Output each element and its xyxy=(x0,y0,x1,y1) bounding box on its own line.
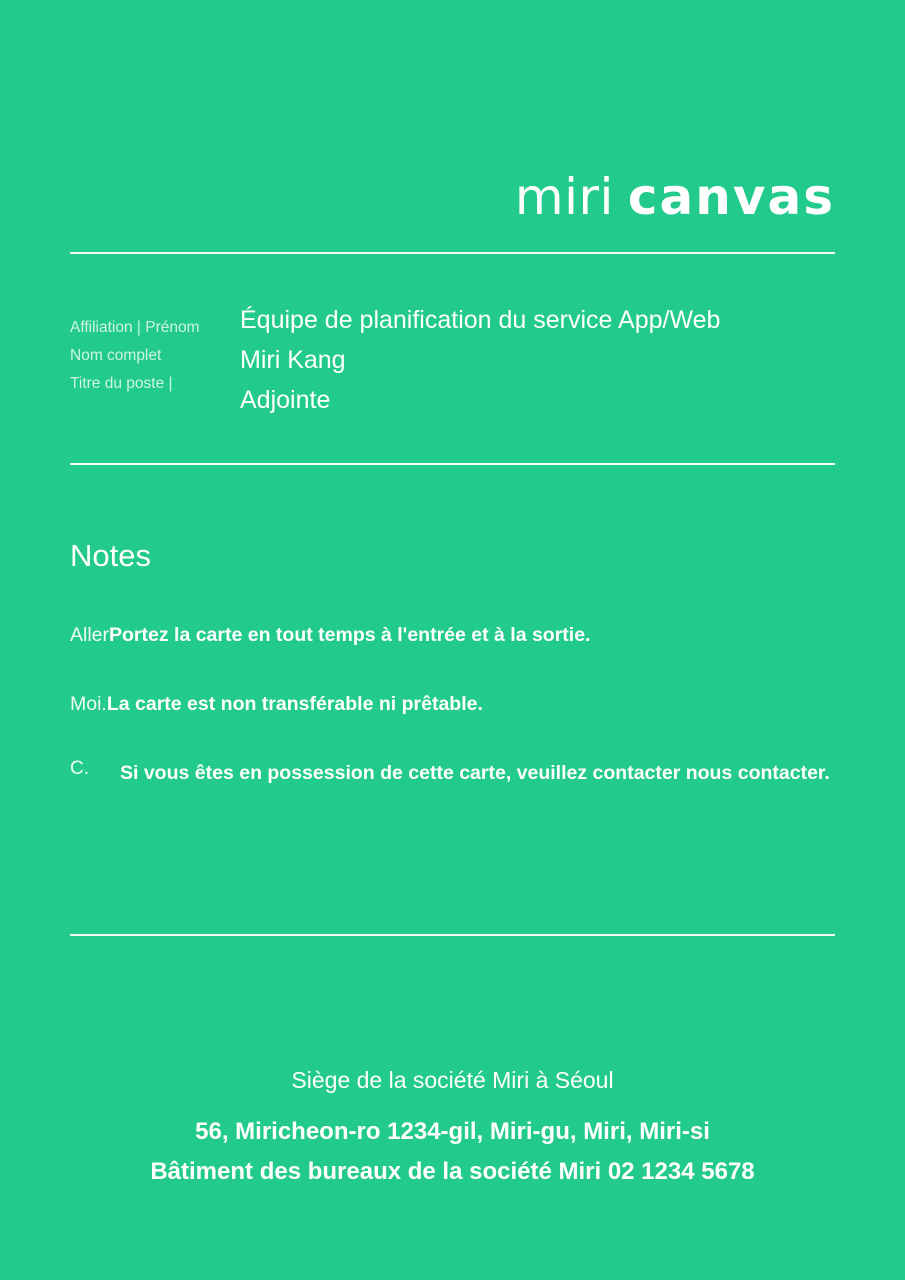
note-item xyxy=(70,687,840,721)
logo-text xyxy=(514,168,835,226)
divider-middle xyxy=(70,463,835,465)
note-marker: C. xyxy=(70,758,89,779)
note-line xyxy=(70,687,840,721)
identity-value-jobtitle: Adjointe xyxy=(240,386,331,414)
note-marker: Aller xyxy=(70,624,110,646)
identity-value-affiliation: Équipe de planification du service App/Web xyxy=(240,306,721,334)
identity-label-affiliation: Affiliation | Prénom xyxy=(70,319,200,336)
identity-value-fullname: Miri Kang xyxy=(240,346,346,374)
divider-top xyxy=(70,252,835,254)
footer-address-line-1: 56, Miricheon-ro 1234-gil, Miri-gu, Miri, Miri-si xyxy=(195,1118,710,1145)
footer-address xyxy=(0,1112,905,1192)
note-item xyxy=(70,618,840,652)
identity-labels xyxy=(70,300,238,398)
notes-list xyxy=(70,618,840,790)
note-text: Si vous êtes en possession de cette carte, veuillez contacter nous contacter. xyxy=(120,762,830,784)
identity-block xyxy=(70,300,835,420)
divider-bottom xyxy=(70,934,835,936)
footer-headquarters: Siège de la société Miri à Séoul xyxy=(291,1067,614,1093)
note-line xyxy=(70,618,840,652)
note-item xyxy=(70,756,840,790)
identity-label-fullname: Nom complet xyxy=(70,347,162,364)
logo-text-canvas: canvas xyxy=(627,168,835,226)
identity-values xyxy=(238,300,835,420)
note-text: La carte est non transférable ni prêtable. xyxy=(106,693,483,715)
identity-label-jobtitle: Titre du poste | xyxy=(70,375,173,392)
note-marker: Moi. xyxy=(70,693,107,715)
brand-logo xyxy=(70,166,835,228)
footer-address-line-2: Bâtiment des bureaux de la société Miri 02 1234 5678 xyxy=(150,1158,755,1185)
logo-text-miri: miri xyxy=(514,168,614,226)
notes-heading: Notes xyxy=(70,538,151,573)
note-text: Portez la carte en tout temps à l'entrée et à la sortie. xyxy=(109,624,591,646)
footer-block xyxy=(0,1060,905,1192)
